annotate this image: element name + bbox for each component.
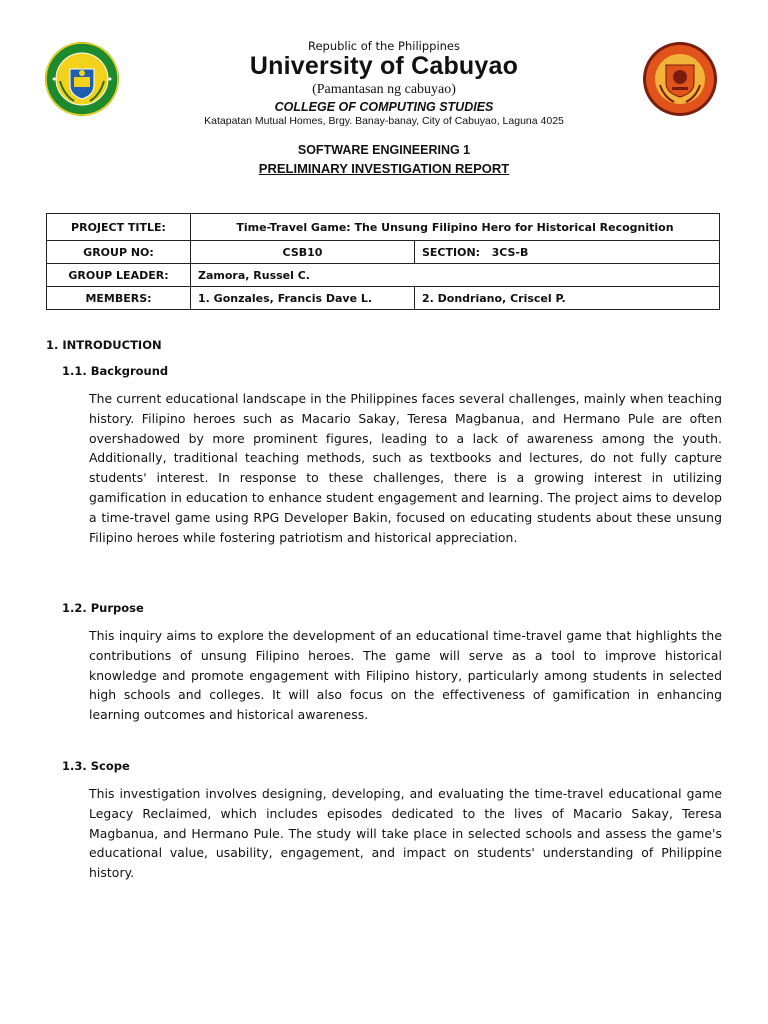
table-row (47, 287, 720, 310)
university-local-name: (Pamantasan ng cabuyao) (312, 82, 456, 97)
members-label: MEMBERS: (47, 287, 191, 310)
report-title: PRELIMINARY INVESTIGATION REPORT (258, 161, 510, 176)
table-row (47, 264, 720, 287)
purpose-paragraph: This inquiry aims to explore the development of an educational time-travel game that highlights the contributions of unsung Filipino heroes. The game will serve as a tool to improve historical knowledge and promote engagement with Filipino history, particularly among students in selected high schools and colleges. It will also focus on the effectiveness of gamification in enhancing learning outcomes and historical awareness. (89, 628, 722, 723)
table-row (47, 214, 720, 241)
group-leader-value: Zamora, Russel C. (191, 264, 720, 287)
course-title: SOFTWARE ENGINEERING 1 (297, 143, 471, 157)
group-no-value: CSB10 (191, 241, 415, 264)
section-label: SECTION: (422, 245, 481, 259)
college-name: COLLEGE OF COMPUTING STUDIES (274, 100, 494, 114)
college-seal-icon (642, 41, 718, 117)
background-heading: 1.1. Background (62, 364, 169, 378)
purpose-heading: 1.2. Purpose (62, 601, 144, 615)
scope-paragraph: This investigation involves designing, developing, and evaluating the time-travel educational game Legacy Reclaimed, which includes episodes dedicated to the lives of Macario Sakay, Teresa Magbanua, and Hermano Pule. The study will take place in selected schools and assess the game's educational value, usability, engagement, and impact on students' understanding of Philippine history. (89, 786, 722, 881)
scope-heading: 1.3. Scope (62, 759, 130, 773)
college-address: Katapatan Mutual Homes, Brgy. Banay-banay, City of Cabuyao, Laguna 4025 (204, 115, 564, 127)
republic-text: Republic of the Philippines (307, 39, 461, 53)
university-seal-icon (44, 41, 120, 117)
introduction-heading: 1. INTRODUCTION (46, 338, 162, 352)
member-2: 2. Dondriano, Criscel P. (415, 287, 720, 310)
group-leader-label: GROUP LEADER: (47, 264, 191, 287)
project-title-value: Time-Travel Game: The Unsung Filipino Hero for Historical Recognition (191, 214, 720, 241)
group-no-label: GROUP NO: (47, 241, 191, 264)
member-1: 1. Gonzales, Francis Dave L. (191, 287, 415, 310)
table-row (47, 241, 720, 264)
university-name: University of Cabuyao (249, 52, 519, 80)
background-paragraph: The current educational landscape in the Philippines faces several challenges, mainly when teaching history. Filipino heroes such as Macario Sakay, Teresa Magbanua, and Hermano Pule are often overshadowed by more prominent figures, leading to a lack of awareness among the youth. Additionally, traditional teaching methods, such as textbooks and lectures, do not fully capture students' interest. In response to these challenges, there is a growing interest in utilizing gamification in education to enhance student engagement and learning. The project aims to develop a time-travel game using RPG Developer Bakin, focused on educating students about these unsung Filipino heroes while fostering patriotism and historical appreciation. (89, 391, 722, 545)
section-cell (415, 241, 720, 264)
section-value: 3CS-B (491, 245, 529, 259)
project-title-label: PROJECT TITLE: (47, 214, 191, 241)
project-info-table (46, 213, 720, 310)
